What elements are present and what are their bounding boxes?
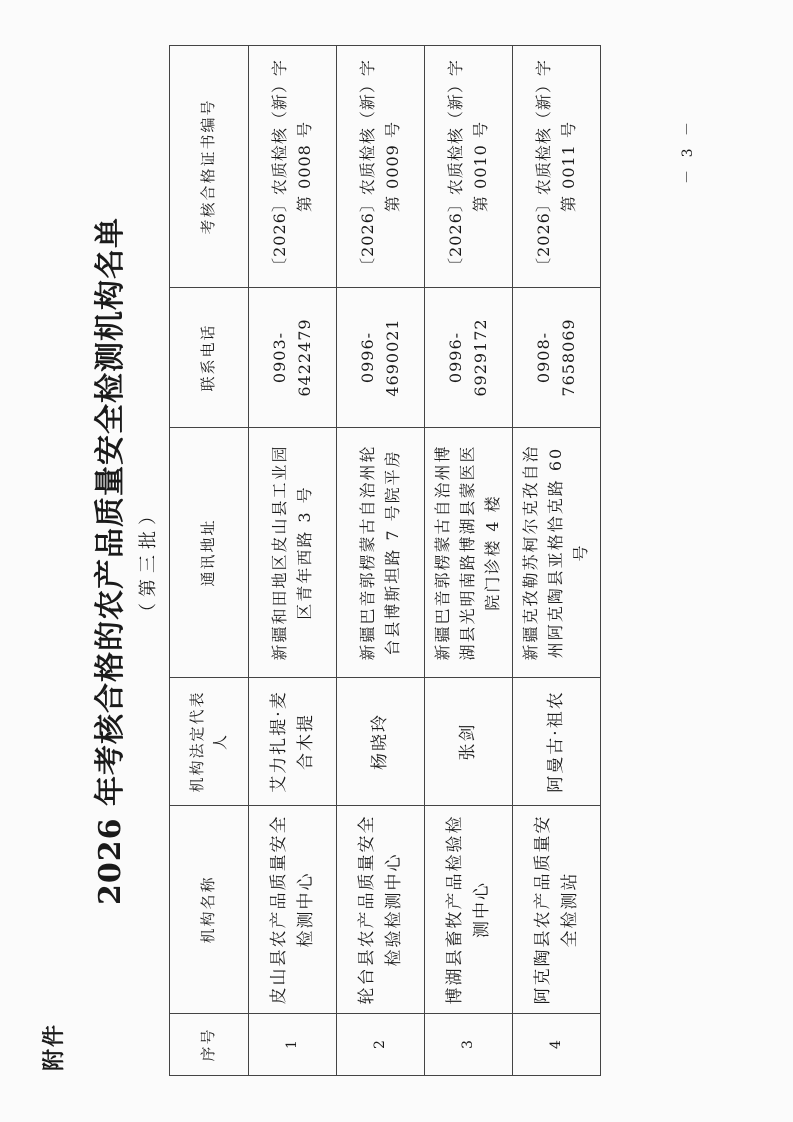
row-certificate: 〔2026〕农质检核（新）字第 0009 号 — [337, 46, 425, 288]
attachment-label: 附件 — [41, 1022, 67, 1071]
row-certificate: 〔2026〕农质检核（新）字第 0008 号 — [249, 46, 337, 288]
row-name: 博湖县畜牧产品检验检测中心 — [425, 806, 513, 1014]
row-no: 4 — [513, 1014, 601, 1076]
row-representative: 艾力扎提·麦合木提 — [249, 678, 337, 806]
row-representative: 张剑 — [425, 678, 513, 806]
institution-table — [169, 45, 601, 1076]
row-phone: 0903-6422479 — [249, 288, 337, 428]
row-address: 新疆巴音郭楞蒙古自治州轮台县博斯坦路 7 号院平房 — [337, 428, 425, 678]
table-row — [337, 46, 425, 1076]
document-subtitle: （第三批） — [138, 501, 159, 621]
header-name: 机构名称 — [170, 806, 249, 1014]
header-address: 通讯地址 — [170, 428, 249, 678]
table-header-row — [170, 46, 249, 1076]
row-no: 3 — [425, 1014, 513, 1076]
row-phone: 0908-7658069 — [513, 288, 601, 428]
row-no: 2 — [337, 1014, 425, 1076]
document-page — [37, 46, 757, 1076]
row-address: 新疆克孜勒苏柯尔克孜自治州阿克陶县亚格恰克路 60 号 — [513, 428, 601, 678]
row-certificate: 〔2026〕农质检核（新）字第 0011 号 — [513, 46, 601, 288]
row-representative: 杨晓玲 — [337, 678, 425, 806]
row-certificate: 〔2026〕农质检核（新）字第 0010 号 — [425, 46, 513, 288]
row-name: 皮山县农产品质量安全检测中心 — [249, 806, 337, 1014]
page-number: － 3 － — [680, 118, 696, 184]
row-address: 新疆和田地区皮山县工业园区青年西路 3 号 — [249, 428, 337, 678]
row-phone: 0996-6929172 — [425, 288, 513, 428]
row-phone: 0996-4690021 — [337, 288, 425, 428]
row-representative: 阿曼古·祖农 — [513, 678, 601, 806]
header-phone: 联系电话 — [170, 288, 249, 428]
header-representative: 机构法定代表人 — [170, 678, 249, 806]
row-name: 轮台县农产品质量安全检验检测中心 — [337, 806, 425, 1014]
row-no: 1 — [249, 1014, 337, 1076]
row-address: 新疆巴音郭楞蒙古自治州博湖县光明南路博湖县蒙医医院门诊楼 4 楼 — [425, 428, 513, 678]
table-row — [249, 46, 337, 1076]
header-certificate: 考核合格证书编号 — [170, 46, 249, 288]
document-title: 2026 年考核合格的农产品质量安全检测机构名单 — [93, 217, 128, 905]
table-row — [425, 46, 513, 1076]
table-row — [513, 46, 601, 1076]
row-name: 阿克陶县农产品质量安全检测站 — [513, 806, 601, 1014]
header-no: 序号 — [170, 1014, 249, 1076]
